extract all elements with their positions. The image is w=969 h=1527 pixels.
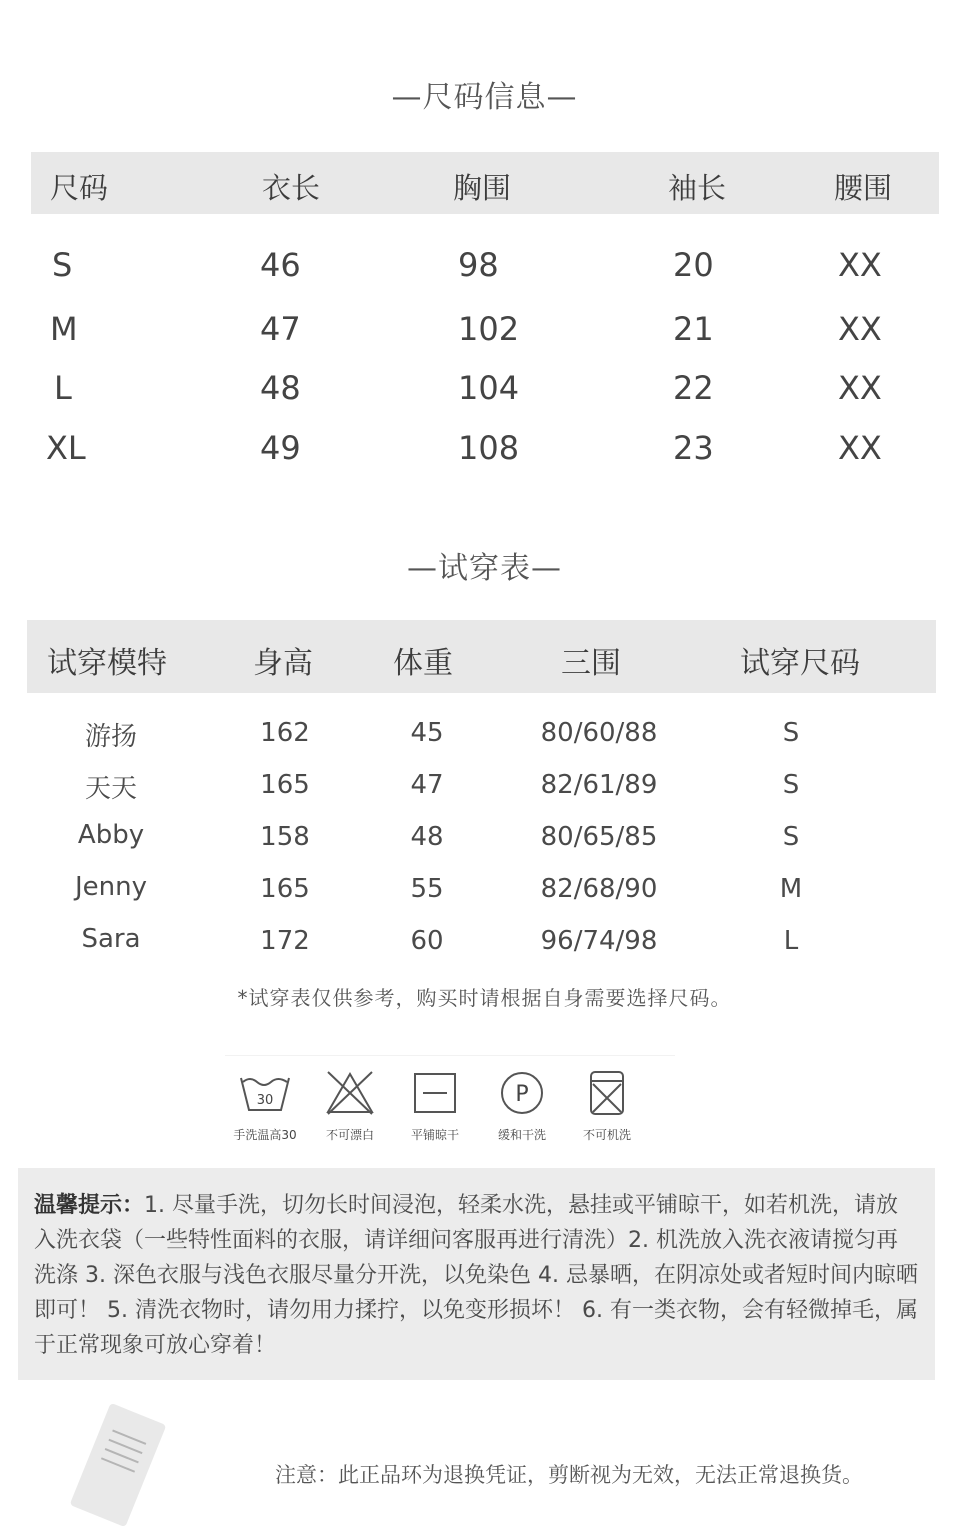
- authenticity-tag-image: [70, 1403, 167, 1527]
- size-cell: XX: [838, 310, 882, 348]
- size-cell: 20: [673, 246, 714, 284]
- size-cell: XX: [838, 429, 882, 467]
- size-cell: L: [54, 369, 72, 407]
- care-item-no-machine-wash: [562, 1068, 652, 1143]
- height-cell: 165: [260, 874, 310, 904]
- size-table-header-size: 尺码: [50, 171, 109, 205]
- measurements-cell: 96/74/98: [540, 926, 658, 956]
- try-table-header-measurements: 三围: [561, 646, 621, 681]
- weight-cell: 55: [410, 874, 444, 904]
- height-cell: 172: [260, 926, 310, 956]
- size-table-header-length: 衣长: [262, 171, 321, 205]
- hand-wash-30-icon: [237, 1068, 293, 1118]
- measurements-cell: 82/61/89: [540, 770, 658, 800]
- size-cell: XX: [838, 246, 882, 284]
- height-cell: 162: [260, 718, 310, 748]
- size-table-header-chest: 胸围: [453, 171, 512, 205]
- size-cell: 46: [260, 246, 301, 284]
- size-cell: XL: [46, 429, 86, 467]
- model-name-cell: Abby: [77, 820, 145, 850]
- care-item-no-bleach: [305, 1068, 395, 1143]
- weight-cell: 60: [410, 926, 444, 956]
- care-label: 缓和干洗: [497, 1128, 546, 1142]
- size-cell: 98: [458, 246, 499, 284]
- weight-cell: 45: [410, 718, 444, 748]
- tips-label: 温馨提示：: [34, 1193, 145, 1218]
- try-table-header-height: 身高: [253, 646, 313, 681]
- no-bleach-icon: [322, 1068, 378, 1118]
- measurements-cell: 82/68/90: [540, 874, 658, 904]
- no-machine-wash-icon: [579, 1068, 635, 1118]
- try-table-header-size: 试穿尺码: [740, 646, 860, 681]
- size-cell: 49: [260, 429, 301, 467]
- size-cell: S: [782, 770, 800, 800]
- size-cell: 48: [260, 369, 301, 407]
- care-item-hand-wash: [220, 1068, 310, 1143]
- size-cell: XX: [838, 369, 882, 407]
- size-cell: S: [782, 822, 800, 852]
- care-label: 平铺晾干: [410, 1128, 459, 1142]
- care-label: 不可漂白: [325, 1128, 374, 1142]
- measurements-cell: 80/65/85: [540, 822, 658, 852]
- size-cell: S: [52, 246, 73, 284]
- size-table-header-sleeve: 袖长: [668, 171, 727, 205]
- size-table-header-waist: 腰围: [834, 171, 893, 205]
- size-cell: M: [779, 874, 803, 904]
- size-cell: 23: [673, 429, 714, 467]
- dry-flat-icon: [407, 1068, 463, 1118]
- model-name-cell: Jenny: [74, 872, 148, 902]
- size-section-title: —尺码信息—: [391, 80, 578, 115]
- care-symbols: [225, 1055, 675, 1151]
- model-name-cell: Sara: [81, 924, 141, 954]
- footer-note: 注意：此正品环为退换凭证，剪断视为无效，无法正常退换货。: [275, 1463, 863, 1487]
- care-label: 手洗温高30: [233, 1128, 297, 1142]
- model-name-cell: 游扬: [84, 722, 138, 752]
- try-table-header-weight: 体重: [393, 646, 453, 681]
- hand-wash-temp-text: 30: [256, 1093, 274, 1108]
- size-cell: L: [783, 926, 799, 956]
- size-cell: 21: [673, 310, 714, 348]
- height-cell: 165: [260, 770, 310, 800]
- dry-clean-p-icon: [494, 1068, 550, 1118]
- weight-cell: 47: [410, 770, 444, 800]
- care-label: 不可机洗: [582, 1128, 631, 1142]
- weight-cell: 48: [410, 822, 444, 852]
- try-section-title: —试穿表—: [407, 551, 562, 586]
- size-cell: 22: [673, 369, 714, 407]
- size-cell: 104: [458, 369, 520, 407]
- measurements-cell: 80/60/88: [540, 718, 658, 748]
- dry-clean-letter: P: [515, 1082, 529, 1107]
- height-cell: 158: [260, 822, 310, 852]
- size-cell: 47: [260, 310, 301, 348]
- care-tips-box: [18, 1168, 935, 1380]
- care-item-dry-flat: [390, 1068, 480, 1143]
- try-table-note: *试穿表仅供参考，购买时请根据自身需要选择尺码。: [237, 986, 732, 1010]
- size-cell: 108: [458, 429, 520, 467]
- size-cell: S: [782, 718, 800, 748]
- model-name-cell: 天天: [84, 774, 138, 804]
- try-table-header-model: 试穿模特: [47, 646, 167, 681]
- care-item-dry-clean: [477, 1068, 567, 1143]
- size-cell: 102: [458, 310, 520, 348]
- size-cell: M: [50, 310, 78, 348]
- tips-text: 1. 尽量手洗，切勿长时间浸泡，轻柔水洗，悬挂或平铺晾干，如若机洗，请放入洗衣袋（一些特性面料的衣服，请详细问客服再进行清洗）2. 机洗放入洗衣液请搅匀再洗涤 3. 深色衣服与浅色衣服尽量分开洗，以免染色 4. 忌暴晒，在阴凉处或者短时间内晾晒即可！ 5. 清洗衣物时，请勿用力揉拧，以免变形损坏！ 6. 有一类衣物，会有轻微掉毛，属于正常现象可放心穿着！: [34, 1193, 918, 1358]
